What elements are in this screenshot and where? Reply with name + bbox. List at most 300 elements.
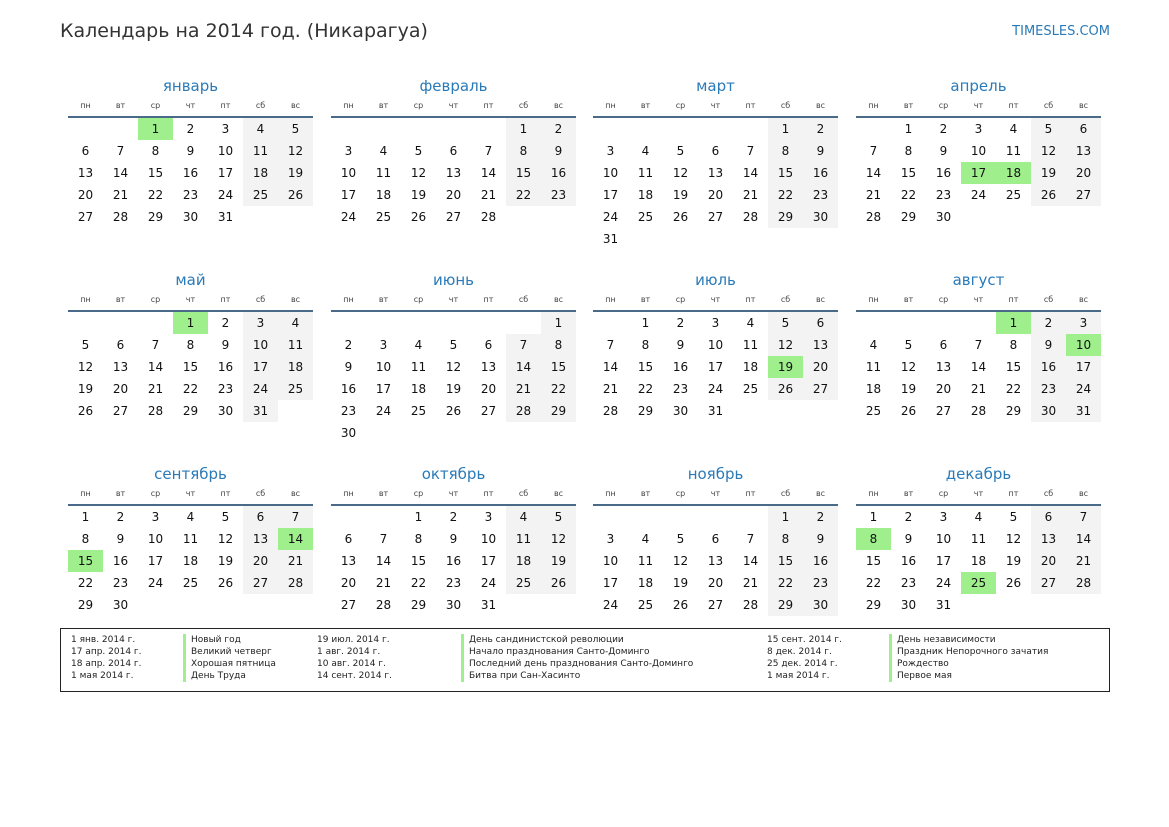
holiday-day-cell: 25 <box>961 572 996 594</box>
week-row <box>593 118 838 140</box>
day-cell: 28 <box>506 400 541 422</box>
weekday-label: вт <box>903 101 914 110</box>
weekday-label: пт <box>220 101 231 110</box>
day-cell: 27 <box>707 598 724 612</box>
empty-cell <box>628 228 663 250</box>
weekday-label: ср <box>675 295 686 304</box>
day-cell: 13 <box>243 528 278 550</box>
weekday-label: вс <box>290 295 301 304</box>
month-1 <box>68 74 313 228</box>
day-cell: 16 <box>340 382 357 396</box>
day-cell: 23 <box>935 188 952 202</box>
empty-cell <box>541 206 576 228</box>
week-row <box>68 356 313 378</box>
weekday-header <box>856 486 1101 506</box>
day-cell: 10 <box>480 532 497 546</box>
day-cell: 21 <box>742 188 759 202</box>
empty-cell <box>278 400 313 422</box>
empty-cell <box>366 422 401 444</box>
weekday-label: пт <box>1008 295 1019 304</box>
weekday-label: ср <box>675 489 686 498</box>
holiday-date: 18 апр. 2014 г. <box>71 659 142 669</box>
day-cell: 9 <box>676 338 685 352</box>
day-cell: 29 <box>865 598 882 612</box>
day-cell: 19 <box>410 188 427 202</box>
day-cell: 6 <box>81 144 90 158</box>
day-cell: 23 <box>672 382 689 396</box>
weekday-label: вс <box>290 489 301 498</box>
day-cell: 13 <box>480 360 497 374</box>
day-cell: 13 <box>935 360 952 374</box>
day-cell: 29 <box>541 400 576 422</box>
day-cell: 21 <box>278 550 313 572</box>
month-name: июль <box>695 271 736 289</box>
empty-cell <box>698 506 733 528</box>
holiday-name: Новый год <box>183 634 241 646</box>
holiday-day-cell: 14 <box>278 528 313 550</box>
day-cell: 27 <box>803 378 838 400</box>
day-cell: 23 <box>900 576 917 590</box>
day-cell: 25 <box>1005 188 1022 202</box>
week-row <box>856 162 1101 184</box>
weekday-label: вт <box>640 489 651 498</box>
day-cell: 22 <box>541 378 576 400</box>
day-cell: 30 <box>217 404 234 418</box>
weekday-label: пт <box>220 489 231 498</box>
day-cell: 19 <box>900 382 917 396</box>
week-row <box>593 184 838 206</box>
empty-cell <box>471 312 506 334</box>
weekday-label: ср <box>150 295 161 304</box>
weekday-label: сб <box>1043 101 1054 110</box>
holiday-date: 1 мая 2014 г. <box>767 671 830 681</box>
week-row <box>68 334 313 356</box>
week-row <box>331 550 576 572</box>
empty-cell <box>768 228 803 250</box>
day-cell: 9 <box>939 144 948 158</box>
day-cell: 21 <box>147 382 164 396</box>
day-cell: 27 <box>480 404 497 418</box>
day-cell: 13 <box>1066 140 1101 162</box>
holiday-date: 14 сент. 2014 г. <box>317 671 393 681</box>
day-cell: 3 <box>243 312 278 334</box>
day-cell: 16 <box>217 360 234 374</box>
weekday-label: вс <box>290 101 301 110</box>
empty-cell <box>471 422 506 444</box>
day-cell: 20 <box>112 382 129 396</box>
day-cell: 17 <box>1066 356 1101 378</box>
day-cell: 31 <box>1066 400 1101 422</box>
day-cell: 10 <box>375 360 392 374</box>
empty-cell <box>103 118 138 140</box>
month-3 <box>593 74 838 250</box>
empty-cell <box>926 312 961 334</box>
weekday-label: ср <box>938 489 949 498</box>
weekday-label: вс <box>1078 295 1089 304</box>
empty-cell <box>331 118 366 140</box>
day-cell: 9 <box>221 338 230 352</box>
weekday-label: сб <box>255 489 266 498</box>
holiday-name: День независимости <box>889 634 996 646</box>
day-cell: 6 <box>484 338 493 352</box>
day-cell: 15 <box>768 550 803 572</box>
day-cell: 25 <box>637 210 654 224</box>
day-cell: 4 <box>641 144 650 158</box>
empty-cell <box>331 506 366 528</box>
weekday-label: пт <box>1008 489 1019 498</box>
day-cell: 3 <box>606 532 615 546</box>
empty-cell <box>366 506 401 528</box>
day-cell: 16 <box>182 166 199 180</box>
day-cell: 22 <box>147 188 164 202</box>
day-cell: 22 <box>182 382 199 396</box>
day-cell: 30 <box>445 598 462 612</box>
day-cell: 25 <box>742 382 759 396</box>
day-cell: 29 <box>768 206 803 228</box>
day-cell: 25 <box>278 378 313 400</box>
day-cell: 4 <box>1009 122 1018 136</box>
week-row <box>856 118 1101 140</box>
day-cell: 15 <box>506 162 541 184</box>
day-cell: 21 <box>742 576 759 590</box>
day-cell: 29 <box>410 598 427 612</box>
day-cell: 8 <box>1009 338 1018 352</box>
day-cell: 8 <box>151 144 160 158</box>
day-cell: 1 <box>414 510 423 524</box>
day-cell: 5 <box>449 338 458 352</box>
day-cell: 17 <box>602 188 619 202</box>
week-row <box>593 378 838 400</box>
weekday-label: пн <box>80 101 91 110</box>
weekday-label: пт <box>220 295 231 304</box>
day-cell: 14 <box>865 166 882 180</box>
day-cell: 26 <box>217 576 234 590</box>
day-cell: 25 <box>637 598 654 612</box>
month-name: декабрь <box>945 465 1012 483</box>
day-cell: 2 <box>803 118 838 140</box>
empty-cell <box>541 594 576 616</box>
day-cell: 23 <box>445 576 462 590</box>
holiday-date: 1 мая 2014 г. <box>71 671 134 681</box>
day-cell: 12 <box>278 140 313 162</box>
day-cell: 18 <box>506 550 541 572</box>
site-link[interactable]: TIMESLES.COM <box>1012 24 1110 39</box>
day-cell: 24 <box>340 210 357 224</box>
weekday-label: чт <box>973 101 984 110</box>
day-cell: 10 <box>243 334 278 356</box>
day-cell: 17 <box>375 382 392 396</box>
day-cell: 9 <box>186 144 195 158</box>
day-cell: 26 <box>1005 576 1022 590</box>
day-cell: 22 <box>410 576 427 590</box>
week-row <box>331 140 576 162</box>
day-cell: 9 <box>1031 334 1066 356</box>
weekday-label: вт <box>903 295 914 304</box>
day-cell: 12 <box>445 360 462 374</box>
day-cell: 15 <box>768 162 803 184</box>
day-cell: 6 <box>1066 118 1101 140</box>
day-cell: 10 <box>602 166 619 180</box>
week-row <box>593 594 838 616</box>
day-cell: 14 <box>602 360 619 374</box>
holiday-name: Великий четверг <box>183 646 272 658</box>
day-cell: 6 <box>344 532 353 546</box>
day-cell: 30 <box>900 598 917 612</box>
month-9 <box>68 462 313 616</box>
day-cell: 3 <box>974 122 983 136</box>
day-cell: 22 <box>506 184 541 206</box>
day-cell: 3 <box>711 316 720 330</box>
day-cell: 13 <box>77 166 94 180</box>
day-cell: 24 <box>602 598 619 612</box>
day-cell: 23 <box>217 382 234 396</box>
week-row <box>593 140 838 162</box>
day-cell: 26 <box>541 572 576 594</box>
empty-cell <box>856 312 891 334</box>
weekday-label: вс <box>815 101 826 110</box>
day-cell: 24 <box>1066 378 1101 400</box>
weekday-label: чт <box>448 101 459 110</box>
day-cell: 17 <box>935 554 952 568</box>
holiday-day-cell: 1 <box>173 312 208 334</box>
day-cell: 29 <box>900 210 917 224</box>
day-cell: 13 <box>707 554 724 568</box>
empty-cell <box>803 228 838 250</box>
week-row <box>593 228 838 250</box>
holiday-name: День Труда <box>183 670 246 682</box>
day-cell: 3 <box>484 510 493 524</box>
week-row <box>593 550 838 572</box>
day-cell: 14 <box>970 360 987 374</box>
day-cell: 7 <box>1066 506 1101 528</box>
holiday-date: 17 апр. 2014 г. <box>71 647 142 657</box>
day-cell: 6 <box>116 338 125 352</box>
weekday-label: пт <box>745 101 756 110</box>
day-cell: 5 <box>768 312 803 334</box>
empty-cell <box>733 118 768 140</box>
day-cell: 3 <box>151 510 160 524</box>
day-cell: 3 <box>379 338 388 352</box>
day-cell: 28 <box>112 210 129 224</box>
day-cell: 17 <box>243 356 278 378</box>
weekday-header <box>68 292 313 312</box>
day-cell: 19 <box>541 550 576 572</box>
weekday-label: чт <box>973 295 984 304</box>
day-cell: 11 <box>182 532 199 546</box>
day-cell: 3 <box>606 144 615 158</box>
week-row <box>593 162 838 184</box>
empty-cell <box>506 594 541 616</box>
day-cell: 2 <box>803 506 838 528</box>
day-cell: 12 <box>1005 532 1022 546</box>
day-cell: 17 <box>217 166 234 180</box>
day-cell: 17 <box>707 360 724 374</box>
week-row <box>856 334 1101 356</box>
week-row <box>68 400 313 422</box>
weekday-label: вт <box>115 101 126 110</box>
day-cell: 20 <box>707 188 724 202</box>
empty-cell <box>768 400 803 422</box>
empty-cell <box>401 312 436 334</box>
day-cell: 18 <box>970 554 987 568</box>
weekday-label: вс <box>553 489 564 498</box>
empty-cell <box>996 594 1031 616</box>
empty-cell <box>68 312 103 334</box>
day-cell: 4 <box>869 338 878 352</box>
day-cell: 2 <box>116 510 125 524</box>
holiday-name: Последний день празднования Санто-Доминго <box>461 658 693 670</box>
day-cell: 14 <box>375 554 392 568</box>
day-cell: 21 <box>1066 550 1101 572</box>
day-cell: 15 <box>1005 360 1022 374</box>
month-name: ноябрь <box>687 465 744 483</box>
day-cell: 11 <box>375 166 392 180</box>
holiday-date: 25 дек. 2014 г. <box>767 659 838 669</box>
holiday-name: Хорошая пятница <box>183 658 276 670</box>
weekday-label: пт <box>745 489 756 498</box>
empty-cell <box>173 594 208 616</box>
day-cell: 4 <box>379 144 388 158</box>
day-cell: 22 <box>768 572 803 594</box>
day-cell: 25 <box>375 210 392 224</box>
week-row <box>68 162 313 184</box>
day-cell: 19 <box>445 382 462 396</box>
week-row <box>856 572 1101 594</box>
empty-cell <box>436 118 471 140</box>
page-title: Календарь на 2014 год. (Никарагуа) <box>60 20 428 42</box>
week-row <box>331 422 576 444</box>
day-cell: 27 <box>1066 184 1101 206</box>
week-row <box>856 400 1101 422</box>
month-name: февраль <box>419 77 488 95</box>
day-cell: 16 <box>541 162 576 184</box>
weekday-header <box>856 292 1101 312</box>
weekday-label: ср <box>150 489 161 498</box>
day-cell: 2 <box>1031 312 1066 334</box>
day-cell: 6 <box>939 338 948 352</box>
week-row <box>331 312 576 334</box>
day-cell: 29 <box>768 594 803 616</box>
day-cell: 9 <box>449 532 458 546</box>
day-cell: 26 <box>278 184 313 206</box>
day-cell: 18 <box>742 360 759 374</box>
day-cell: 28 <box>147 404 164 418</box>
day-cell: 8 <box>768 528 803 550</box>
day-cell: 4 <box>506 506 541 528</box>
day-cell: 21 <box>602 382 619 396</box>
day-cell: 20 <box>1031 550 1066 572</box>
empty-cell <box>506 422 541 444</box>
weekday-label: сб <box>780 101 791 110</box>
week-row <box>593 334 838 356</box>
week-row <box>68 572 313 594</box>
day-cell: 18 <box>865 382 882 396</box>
day-cell: 28 <box>602 404 619 418</box>
day-cell: 16 <box>900 554 917 568</box>
weekday-label: сб <box>518 489 529 498</box>
day-cell: 7 <box>484 144 493 158</box>
day-cell: 12 <box>541 528 576 550</box>
weekday-label: сб <box>518 101 529 110</box>
holiday-name: Праздник Непорочного зачатия <box>889 646 1048 658</box>
week-row <box>68 312 313 334</box>
day-cell: 31 <box>217 210 234 224</box>
day-cell: 30 <box>1031 400 1066 422</box>
day-cell: 14 <box>506 356 541 378</box>
weekday-label: пн <box>343 101 354 110</box>
weekday-label: сб <box>780 295 791 304</box>
empty-cell <box>1031 594 1066 616</box>
day-cell: 7 <box>278 506 313 528</box>
month-name: май <box>175 271 206 289</box>
day-cell: 27 <box>243 572 278 594</box>
day-cell: 28 <box>970 404 987 418</box>
day-cell: 7 <box>746 532 755 546</box>
holiday-day-cell: 15 <box>68 550 103 572</box>
day-cell: 29 <box>637 404 654 418</box>
day-cell: 2 <box>449 510 458 524</box>
empty-cell <box>593 506 628 528</box>
month-name: март <box>696 77 735 95</box>
day-cell: 19 <box>278 162 313 184</box>
day-cell: 22 <box>768 184 803 206</box>
day-cell: 1 <box>81 510 90 524</box>
day-cell: 11 <box>865 360 882 374</box>
week-row <box>593 572 838 594</box>
month-name: апрель <box>950 77 1007 95</box>
day-cell: 15 <box>637 360 654 374</box>
empty-cell <box>1066 594 1101 616</box>
empty-cell <box>856 118 891 140</box>
holiday-name: Рождество <box>889 658 949 670</box>
day-cell: 5 <box>904 338 913 352</box>
day-cell: 27 <box>1031 572 1066 594</box>
day-cell: 4 <box>746 316 755 330</box>
weekday-label: вт <box>903 489 914 498</box>
day-cell: 15 <box>900 166 917 180</box>
day-cell: 21 <box>970 382 987 396</box>
weekday-label: сб <box>255 295 266 304</box>
empty-cell <box>891 312 926 334</box>
empty-cell <box>593 312 628 334</box>
month-name: октябрь <box>421 465 486 483</box>
day-cell: 11 <box>1005 144 1022 158</box>
empty-cell <box>243 594 278 616</box>
week-row <box>593 400 838 422</box>
weekday-label: пн <box>605 295 616 304</box>
weekday-header <box>331 292 576 312</box>
week-row <box>331 162 576 184</box>
weekday-label: пн <box>80 295 91 304</box>
week-row <box>331 206 576 228</box>
day-cell: 6 <box>803 312 838 334</box>
day-cell: 19 <box>672 576 689 590</box>
day-cell: 24 <box>243 378 278 400</box>
day-cell: 27 <box>935 404 952 418</box>
week-row <box>68 594 313 616</box>
day-cell: 28 <box>742 210 759 224</box>
empty-cell <box>733 400 768 422</box>
weekday-label: чт <box>973 489 984 498</box>
day-cell: 14 <box>147 360 164 374</box>
day-cell: 27 <box>707 210 724 224</box>
day-cell: 24 <box>480 576 497 590</box>
week-row <box>68 528 313 550</box>
weekday-label: сб <box>780 489 791 498</box>
day-cell: 2 <box>221 316 230 330</box>
day-cell: 11 <box>637 166 654 180</box>
day-cell: 23 <box>112 576 129 590</box>
